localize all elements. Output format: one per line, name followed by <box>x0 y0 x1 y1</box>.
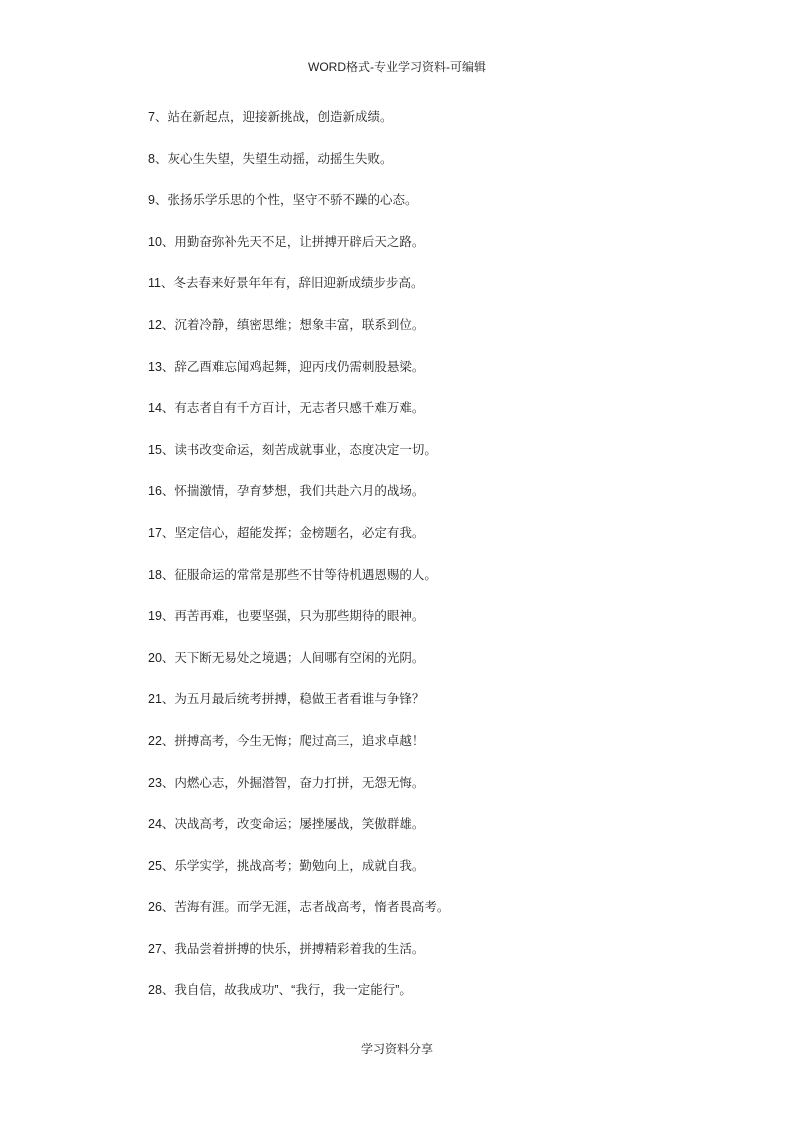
list-item <box>148 555 748 597</box>
item-text: 张扬乐学乐思的个性，坚守不骄不躁的心态。 <box>167 193 418 208</box>
list-item <box>148 804 748 846</box>
item-number: 10、 <box>148 234 175 249</box>
item-text: 我自信，故我成功”、“我行，我一定能行”。 <box>174 983 412 998</box>
list-item <box>148 139 748 181</box>
item-text: 苦海有涯。而学无涯，志者战高考，惰者畏高考。 <box>174 900 450 915</box>
item-number: 20、 <box>148 650 175 665</box>
list-item <box>148 596 748 638</box>
item-number: 26、 <box>148 900 175 915</box>
item-number: 22、 <box>148 733 175 748</box>
item-number: 28、 <box>148 983 175 998</box>
item-text: 坚定信心，超能发挥；金榜题名，必定有我。 <box>174 525 425 540</box>
list-item <box>148 763 748 805</box>
item-number: 16、 <box>148 484 175 499</box>
item-number: 13、 <box>148 359 175 374</box>
slogan-list <box>148 97 748 1012</box>
list-item <box>148 471 748 513</box>
item-number: 15、 <box>148 442 175 457</box>
list-item <box>148 929 748 971</box>
item-number: 7、 <box>148 110 168 124</box>
item-text: 站在新起点，迎接新挑战，创造新成绩。 <box>167 110 393 124</box>
item-number: 23、 <box>148 775 175 790</box>
item-text: 天下断无易处之境遇；人间哪有空闲的光阴。 <box>174 650 425 665</box>
item-number: 11、 <box>148 276 174 291</box>
item-number: 9、 <box>148 193 168 208</box>
item-text: 读书改变命运，刻苦成就事业，态度决定一切。 <box>174 442 437 457</box>
item-number: 14、 <box>148 401 175 416</box>
item-number: 21、 <box>148 692 175 707</box>
item-number: 8、 <box>148 151 168 166</box>
item-text: 冬去春来好景年年有，辞旧迎新成绩步步高。 <box>173 276 424 291</box>
item-text: 有志者自有千方百计，无志者只感千难万难。 <box>174 401 425 416</box>
list-item <box>148 430 748 472</box>
list-item <box>148 638 748 680</box>
list-item <box>148 97 748 139</box>
item-text: 决战高考，改变命运；屡挫屡战，笑傲群雄。 <box>174 817 425 832</box>
item-text: 用勤奋弥补先天不足，让拼搏开辟后天之路。 <box>174 234 425 249</box>
page-header: WORD格式-专业学习资料-可编辑 <box>308 60 486 74</box>
item-number: 18、 <box>148 567 175 582</box>
item-text: 灰心生失望，失望生动摇，动摇生失败。 <box>167 151 393 166</box>
item-number: 25、 <box>148 858 175 873</box>
page-footer: 学习资料分享 <box>360 1042 433 1056</box>
list-item <box>148 388 748 430</box>
item-text: 为五月最后统考拼搏，稳做王者看谁与争锋？ <box>174 692 425 707</box>
list-item <box>148 846 748 888</box>
item-text: 征服命运的常常是那些不甘等待机遇恩赐的人。 <box>174 567 437 582</box>
item-text: 沉着冷静，缜密思维；想象丰富，联系到位。 <box>174 317 425 332</box>
list-item <box>148 721 748 763</box>
list-item <box>148 180 748 222</box>
list-item <box>148 222 748 264</box>
list-item <box>148 263 748 305</box>
list-item <box>148 679 748 721</box>
item-text: 拼搏高考，今生无悔；爬过高三，追求卓越！ <box>174 733 425 748</box>
item-number: 12、 <box>148 317 175 332</box>
item-number: 24、 <box>148 817 175 832</box>
item-text: 我品尝着拼搏的快乐，拼搏精彩着我的生活。 <box>174 941 425 956</box>
list-item <box>148 305 748 347</box>
item-text: 乐学实学，挑战高考；勤勉向上，成就自我。 <box>174 858 425 873</box>
list-item <box>148 970 748 1012</box>
item-text: 怀揣激情，孕育梦想，我们共赴六月的战场。 <box>174 484 425 499</box>
item-number: 17、 <box>148 525 175 540</box>
list-item <box>148 513 748 555</box>
list-item <box>148 887 748 929</box>
item-number: 19、 <box>148 609 175 624</box>
item-number: 27、 <box>148 941 175 956</box>
item-text: 再苦再难，也要坚强，只为那些期待的眼神。 <box>174 609 425 624</box>
list-item <box>148 347 748 389</box>
item-text: 内燃心志，外掘潜智，奋力打拼，无怨无悔。 <box>174 775 425 790</box>
item-text: 辞乙酉难忘闻鸡起舞，迎丙戌仍需刺股悬梁。 <box>174 359 425 374</box>
